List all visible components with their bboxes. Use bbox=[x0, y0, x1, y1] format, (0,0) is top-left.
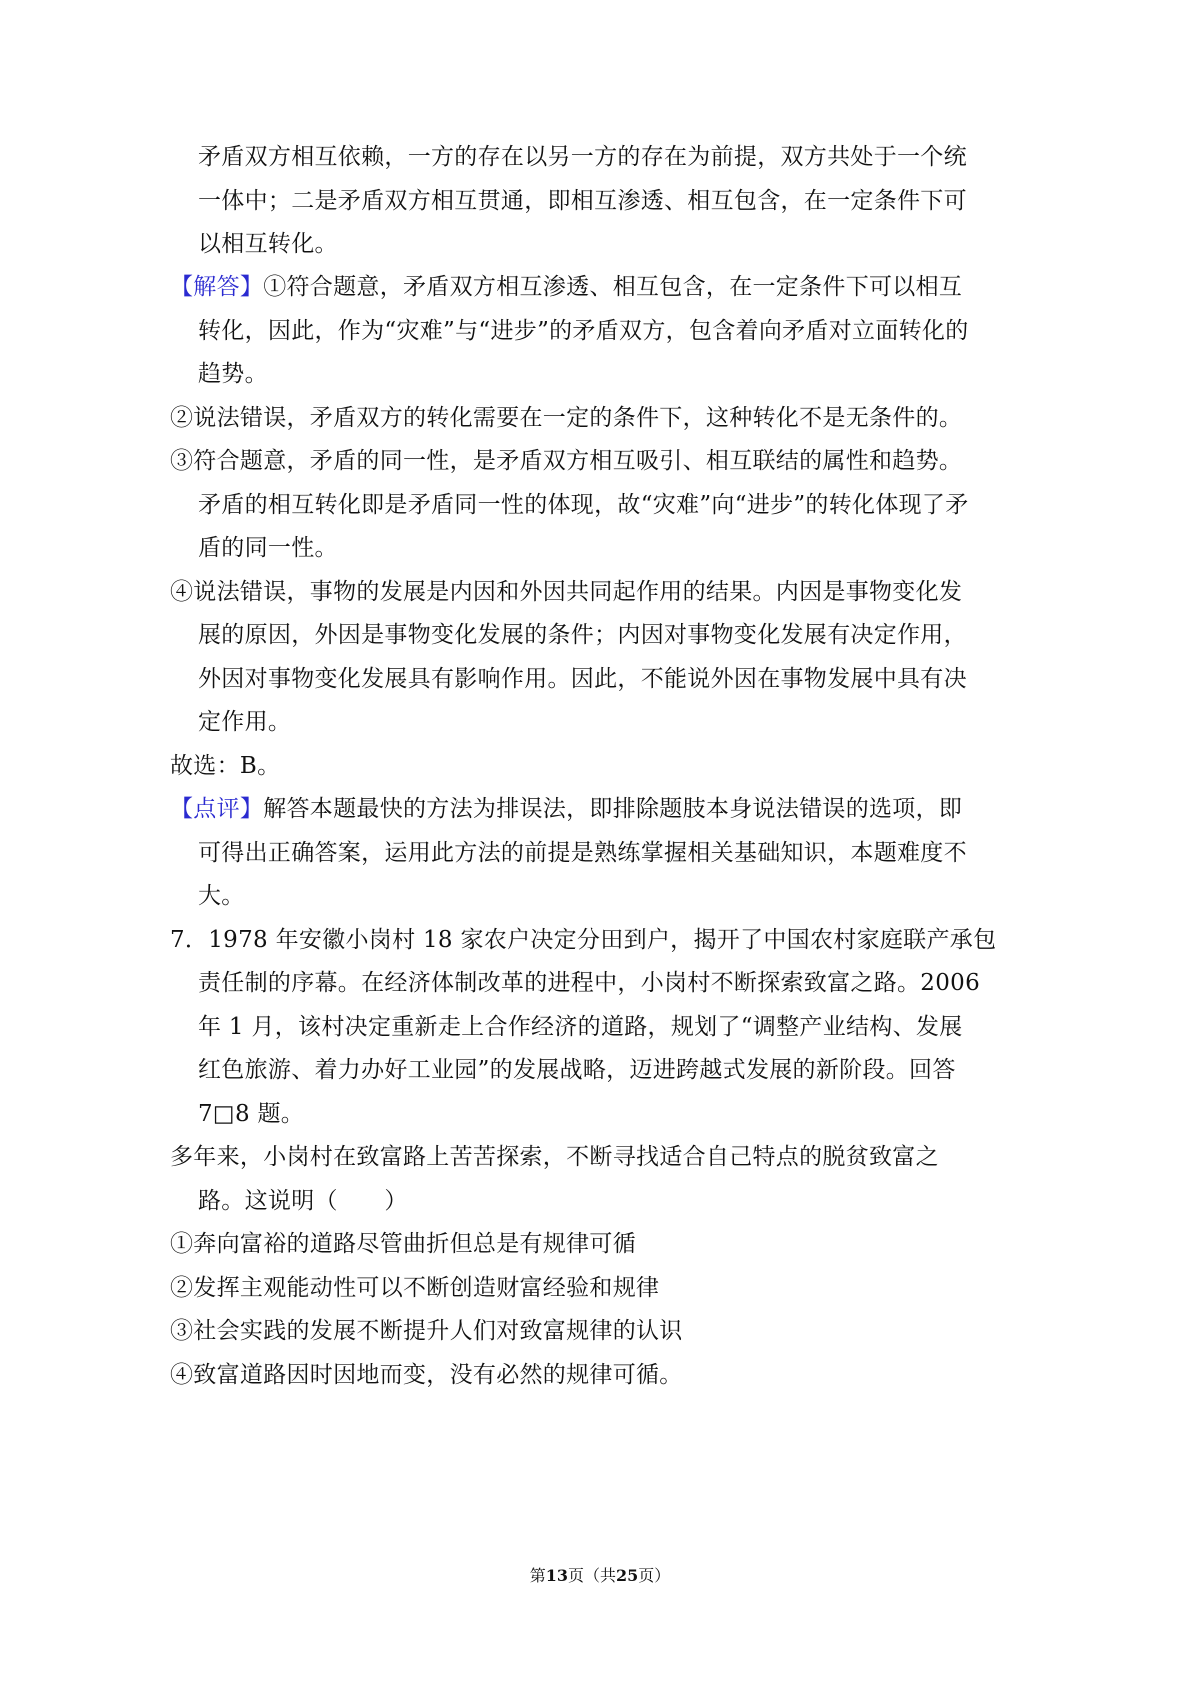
text-line: 大。 bbox=[198, 883, 245, 909]
text-line: 红色旅游、着力办好工业园”的发展战略，迈进跨越式发展的新阶段。回答 bbox=[198, 1057, 956, 1083]
text-line: 矛盾的相互转化即是矛盾同一性的体现，故“灾难”向“进步”的转化体现了矛 bbox=[198, 492, 969, 518]
footer-total-pages: 25 bbox=[616, 1566, 639, 1585]
text-line: 责任制的序幕。在经济体制改革的进程中，小岗村不断探索致富之路。2006 bbox=[198, 970, 981, 996]
text-line: 以相互转化。 bbox=[198, 231, 338, 257]
text-line: ③符合题意，矛盾的同一性，是矛盾双方相互吸引、相互联结的属性和趋势。 bbox=[170, 448, 963, 474]
answer-paragraph bbox=[170, 272, 962, 302]
answer-tag: 【解答】 bbox=[170, 274, 264, 300]
text-line: 展的原因，外因是事物变化发展的条件；内因对事物变化发展有决定作用， bbox=[198, 622, 967, 648]
footer-prefix: 第 bbox=[529, 1566, 546, 1585]
footer-page-number: 13 bbox=[545, 1566, 568, 1585]
text-line: 盾的同一性。 bbox=[198, 535, 338, 561]
comment-tag: 【点评】 bbox=[170, 796, 264, 822]
text-line: 矛盾双方相互依赖，一方的存在以另一方的存在为前提，双方共处于一个统 bbox=[198, 144, 967, 170]
text-line: 可得出正确答案，运用此方法的前提是熟练掌握相关基础知识，本题难度不 bbox=[198, 840, 967, 866]
footer-suffix: 页） bbox=[638, 1566, 671, 1585]
text-line: 解答本题最快的方法为排误法，即排除题肢本身说法错误的选项，即 bbox=[263, 796, 963, 822]
text-line: 定作用。 bbox=[198, 709, 292, 735]
comment-paragraph bbox=[170, 794, 962, 824]
text-line: 一体中；二是矛盾双方相互贯通，即相互渗透、相互包含，在一定条件下可 bbox=[198, 188, 967, 214]
text-line: 外因对事物变化发展具有影响作用。因此，不能说外因在事物发展中具有决 bbox=[198, 666, 967, 692]
option-3: ③社会实践的发展不断提升人们对致富规律的认识 bbox=[170, 1318, 683, 1344]
question-7-line: 7．1978 年安徽小岗村 18 家农户决定分田到户，揭开了中国农村家庭联产承包 bbox=[170, 927, 997, 953]
option-4: ④致富道路因时因地而变，没有必然的规律可循。 bbox=[170, 1362, 683, 1388]
option-1: ①奔向富裕的道路尽管曲折但总是有规律可循 bbox=[170, 1231, 636, 1257]
text-line: 年 1 月，该村决定重新走上合作经济的道路，规划了“调整产业结构、发展 bbox=[198, 1014, 963, 1040]
footer-middle: 页（共 bbox=[567, 1566, 616, 1585]
text-line: ①符合题意，矛盾双方相互渗透、相互包含，在一定条件下可以相互 bbox=[263, 274, 963, 300]
text-line: 转化，因此，作为“灾难”与“进步”的矛盾双方，包含着向矛盾对立面转化的 bbox=[198, 318, 969, 344]
text-line: 多年来，小岗村在致富路上苦苦探索，不断寻找适合自己特点的脱贫致富之 bbox=[170, 1144, 939, 1170]
page-footer bbox=[0, 1565, 1200, 1587]
text-line: ④说法错误，事物的发展是内因和外因共同起作用的结果。内因是事物变化发 bbox=[170, 579, 963, 605]
option-2: ②发挥主观能动性可以不断创造财富经验和规律 bbox=[170, 1275, 660, 1301]
text-line: 趋势。 bbox=[198, 361, 268, 387]
text-line: 故选：B。 bbox=[170, 753, 281, 779]
text-line: 路。这说明（ ） bbox=[198, 1188, 408, 1214]
text-line: 7□8 题。 bbox=[198, 1101, 305, 1127]
text-line: ②说法错误，矛盾双方的转化需要在一定的条件下，这种转化不是无条件的。 bbox=[170, 405, 963, 431]
